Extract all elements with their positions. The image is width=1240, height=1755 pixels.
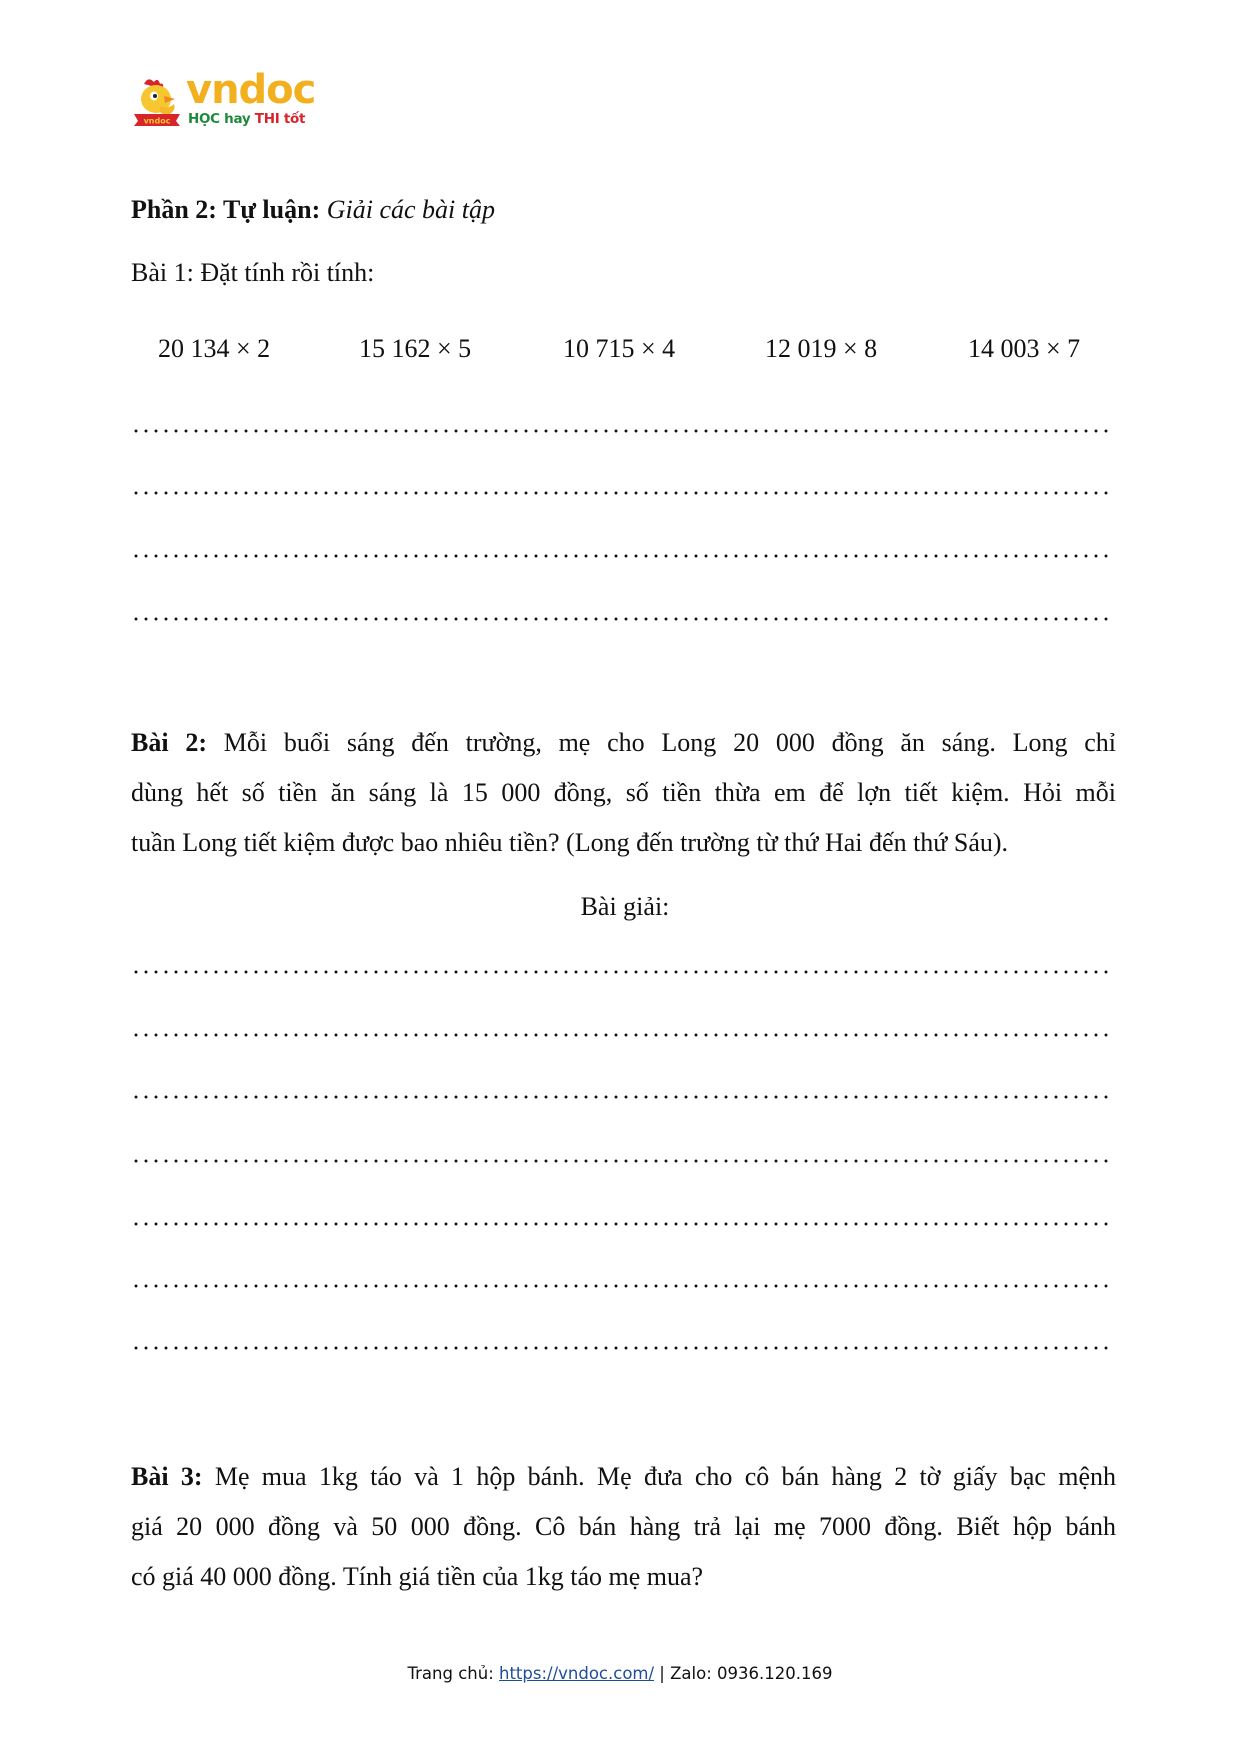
answer-line[interactable] (131, 1159, 1114, 1163)
solution-label: Bài giải: (580, 892, 670, 921)
calculation-5: 14 003 × 7 (968, 334, 1081, 363)
homepage-link[interactable]: https://vndoc.com/ (499, 1664, 655, 1683)
exercise-2-line-2: dùng hết số tiền ăn sáng là 15 000 đồng, số tiền thừa em để lợn tiết kiệm. Hỏi mỗi (131, 778, 1116, 807)
section-title-bold: Phần 2: Tự luận: (131, 195, 321, 224)
calculation-row (131, 332, 1121, 366)
exercise-3-label: Bài 3: (131, 1462, 203, 1491)
footer-zalo: Zalo: 0936.120.169 (670, 1664, 833, 1683)
answer-line[interactable] (131, 1346, 1114, 1350)
calculation-1: 20 134 × 2 (158, 334, 271, 363)
calculation-2: 15 162 × 5 (359, 334, 472, 363)
exercise-2-line-3: tuần Long tiết kiệm được bao nhiêu tiền? (Long đến trường từ thứ Hai đến thứ Sáu). (131, 828, 1009, 857)
exercise-3-line-1: Bài 3: Mẹ mua 1kg táo và 1 hộp bánh. Mẹ đưa cho cô bán hàng 2 tờ giấy bạc mệnh (131, 1462, 1116, 1491)
footer-prefix: Trang chủ: (407, 1664, 499, 1683)
answer-line[interactable] (131, 1222, 1114, 1226)
footer-separator: | (654, 1664, 671, 1683)
answer-line[interactable] (131, 429, 1114, 433)
exercise-3-text (131, 1452, 1116, 1602)
vndoc-logo (130, 67, 316, 132)
exercise-1-title: Bài 1: Đặt tính rồi tính: (131, 258, 375, 287)
page-footer (0, 1663, 1240, 1685)
rooster-mascot-icon (130, 74, 184, 128)
exercise-3-line-2: giá 20 000 đồng và 50 000 đồng. Cô bán hàng trả lại mẹ 7000 đồng. Biết hộp bánh (131, 1512, 1116, 1541)
answer-line[interactable] (131, 554, 1114, 558)
svg-text:vndoc: vndoc (143, 116, 171, 126)
answer-line[interactable] (131, 1033, 1114, 1037)
answer-line[interactable] (131, 1095, 1114, 1099)
tagline-red: THI tốt (254, 111, 306, 127)
section-title (131, 193, 495, 227)
answer-line[interactable] (131, 617, 1114, 621)
exercise-2-label: Bài 2: (131, 728, 207, 757)
answer-line[interactable] (131, 1284, 1114, 1288)
logo-wordmark: vndoc (186, 67, 316, 113)
calculation-4: 12 019 × 8 (765, 334, 878, 363)
answer-line[interactable] (131, 491, 1114, 495)
logo-tagline (188, 111, 305, 127)
calculation-3: 10 715 × 4 (563, 334, 676, 363)
tagline-green: HỌC hay (188, 111, 251, 127)
exercise-2-line-1: Bài 2: Mỗi buổi sáng đến trường, mẹ cho Long 20 000 đồng ăn sáng. Long chỉ (131, 728, 1116, 757)
answer-line[interactable] (131, 970, 1114, 974)
exercise-3-line-3: có giá 40 000 đồng. Tính giá tiền của 1kg táo mẹ mua? (131, 1562, 704, 1591)
exercise-2-text (131, 718, 1116, 868)
section-title-italic: Giải các bài tập (326, 195, 496, 224)
